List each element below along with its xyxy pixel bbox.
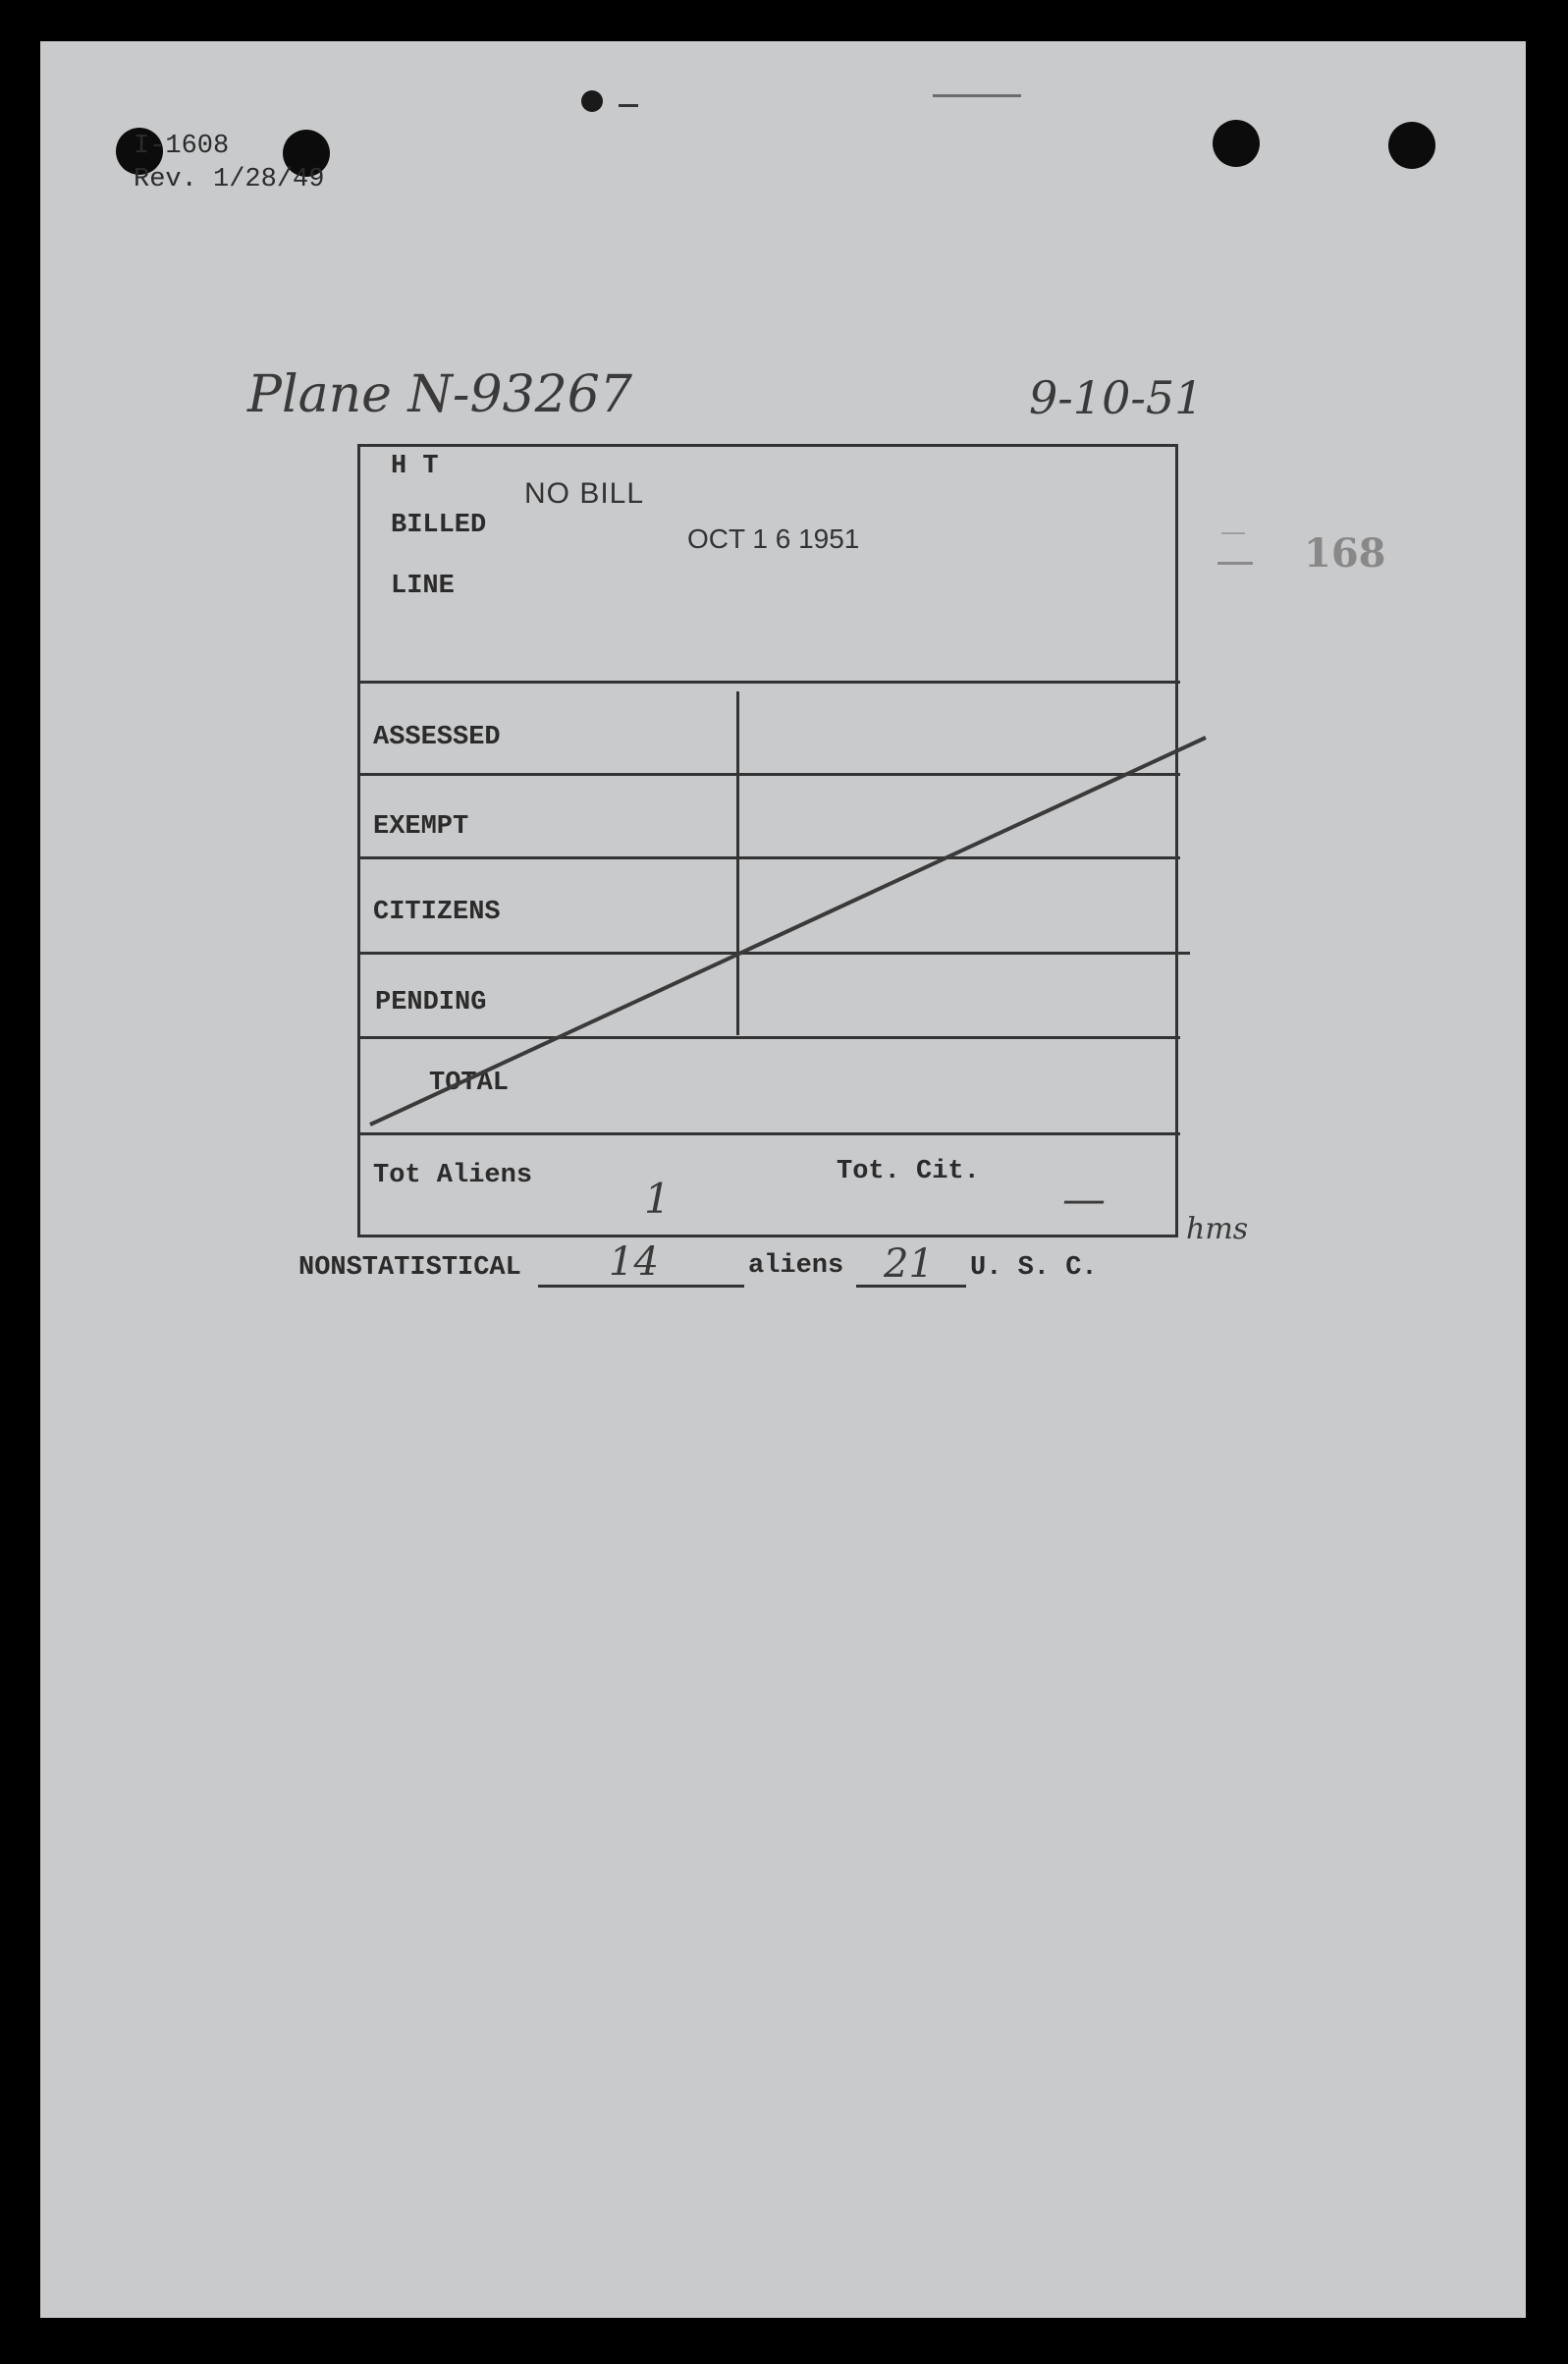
row-label-pending: PENDING — [375, 988, 487, 1017]
nonstat-aliens-value: 14 — [609, 1239, 659, 1285]
handwritten-date: 9-10-51 — [1029, 371, 1204, 424]
nonstat-usc-value: 21 — [884, 1241, 934, 1287]
date-received-stamp: OCT 1 6 1951 — [687, 523, 860, 554]
plane-number: Plane N-93267 — [247, 365, 632, 424]
tot-cit-dash: — — [1062, 1175, 1106, 1225]
form-code-number: I-1608 — [134, 132, 230, 161]
nonstatistical-label: NONSTATISTICAL — [298, 1253, 521, 1283]
page-number-stamp: 168 — [1304, 530, 1386, 577]
label-tot-cit: Tot. Cit. — [837, 1157, 980, 1186]
label-tot-aliens: Tot Aliens — [373, 1161, 533, 1190]
aliens-label: aliens — [748, 1251, 844, 1281]
initials: hms — [1186, 1212, 1249, 1246]
label-billed: BILLED — [391, 511, 487, 540]
label-ht: H T — [391, 452, 439, 481]
row-label-exempt: EXEMPT — [373, 812, 469, 842]
row-label-citizens: CITIZENS — [373, 898, 501, 927]
label-line: LINE — [391, 572, 455, 601]
usc-label: U. S. C. — [970, 1253, 1098, 1283]
diagonal-stroke — [370, 738, 1206, 1125]
nonstat-aliens-underline — [538, 1285, 744, 1288]
no-bill-stamp: NO BILL — [524, 477, 645, 510]
row-label-assessed: ASSESSED — [373, 723, 501, 752]
tot-aliens-mark: 1 — [644, 1175, 671, 1223]
row-label-total: TOTAL — [429, 1069, 510, 1098]
form-revision: Rev. 1/28/49 — [134, 165, 325, 194]
